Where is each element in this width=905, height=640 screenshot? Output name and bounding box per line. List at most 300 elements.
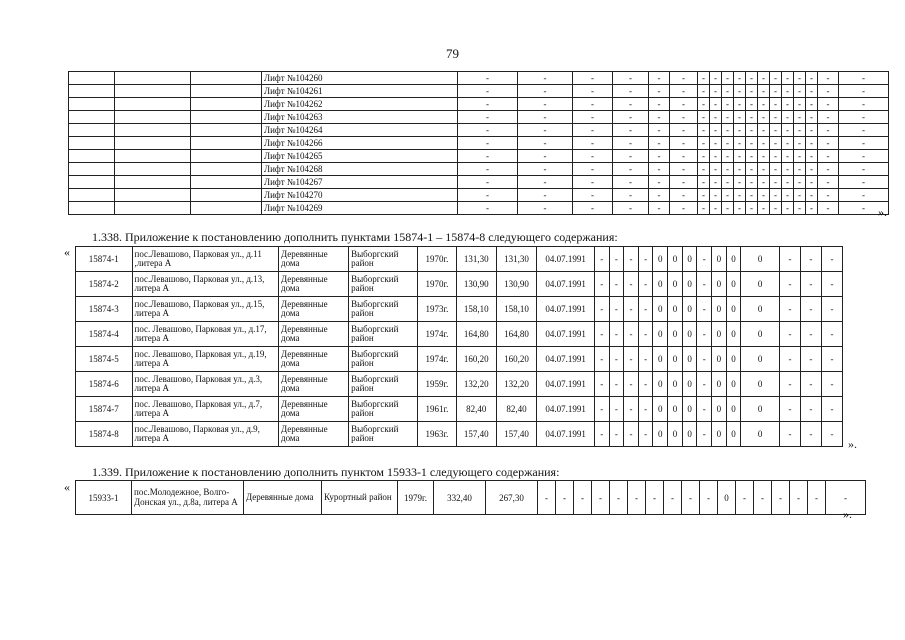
flag-cell: - (609, 372, 624, 397)
flag-cell: - (697, 422, 712, 447)
flag-cell: - (624, 397, 639, 422)
blank-cell (69, 176, 115, 189)
address-cell: пос.Левашово, Парковая ул., д.11 ,литера А (132, 247, 278, 272)
value-cell: - (573, 137, 613, 150)
value-cell: - (710, 137, 722, 150)
table-row (76, 372, 843, 397)
value-cell: - (613, 202, 649, 215)
value-cell: - (518, 72, 573, 85)
value-cell: - (670, 137, 698, 150)
table-row (69, 85, 889, 98)
table-row (69, 150, 889, 163)
value-cell: - (806, 98, 818, 111)
flag-cell: 0 (682, 372, 697, 397)
value-cell: - (698, 124, 710, 137)
value-cell: - (758, 189, 770, 202)
value-cell: - (710, 111, 722, 124)
item-id-cell: 15874-1 (76, 247, 133, 272)
value-cell: - (710, 189, 722, 202)
flag-cell: - (697, 272, 712, 297)
value-cell: - (770, 163, 782, 176)
value-cell: - (746, 85, 758, 98)
table-row (69, 189, 889, 202)
flag-cell: - (821, 347, 842, 372)
value-cell: - (722, 137, 734, 150)
flag-cell: 0 (668, 247, 683, 272)
table-row (76, 322, 843, 347)
value-cell: - (746, 137, 758, 150)
flag-cell: - (594, 397, 609, 422)
date-cell: 04.07.1991 (537, 272, 595, 297)
date-cell: 04.07.1991 (537, 422, 595, 447)
blank-cell (69, 124, 115, 137)
blank-cell (191, 111, 262, 124)
blank-cell (115, 163, 191, 176)
value-cell: - (722, 124, 734, 137)
flag-cell: - (780, 347, 801, 372)
value-cell: - (613, 176, 649, 189)
lift-name-cell: Лифт №104270 (262, 189, 458, 202)
value-cell: - (613, 111, 649, 124)
area-cell: 164,80 (456, 322, 496, 347)
value-cell: - (613, 98, 649, 111)
value-cell: - (782, 98, 794, 111)
table-row (76, 297, 843, 322)
value-cell: - (758, 72, 770, 85)
flag-cell: - (697, 247, 712, 272)
district-cell: Выборгский район (349, 322, 418, 347)
flag-cell: - (609, 297, 624, 322)
value-cell: - (839, 137, 889, 150)
flag-cell: - (682, 481, 700, 515)
value-cell: - (649, 150, 670, 163)
value-cell: - (839, 124, 889, 137)
value-cell: - (734, 176, 746, 189)
quote-close-2: ». (848, 437, 857, 451)
value-cell: - (698, 202, 710, 215)
lift-name-cell: Лифт №104269 (262, 202, 458, 215)
section-339-table (75, 480, 866, 515)
blank-cell (191, 85, 262, 98)
flag-cell: 0 (668, 372, 683, 397)
flag-cell: 0 (726, 372, 741, 397)
flag-cell: - (800, 347, 821, 372)
address-cell: пос. Левашово, Парковая ул., д.7, литера А (132, 397, 278, 422)
flag-cell: - (609, 347, 624, 372)
value-cell: - (734, 85, 746, 98)
value-cell: - (734, 111, 746, 124)
item-id-cell: 15874-5 (76, 347, 133, 372)
value-cell: - (458, 202, 518, 215)
blank-cell (191, 150, 262, 163)
address-cell: пос. Левашово, Парковая ул., д.19, литера А (132, 347, 278, 372)
value-cell: - (746, 202, 758, 215)
flag-cell: 0 (726, 397, 741, 422)
value-cell: - (839, 150, 889, 163)
blank-cell (191, 163, 262, 176)
flag-cell: 0 (653, 247, 668, 272)
value-cell: - (458, 85, 518, 98)
value-cell: - (722, 163, 734, 176)
value-cell: - (758, 150, 770, 163)
flag-cell: - (821, 297, 842, 322)
value-cell: - (573, 163, 613, 176)
blank-cell (191, 202, 262, 215)
date-cell: 04.07.1991 (537, 347, 595, 372)
value-cell: - (613, 124, 649, 137)
value-cell: - (746, 176, 758, 189)
district-cell: Выборгский район (349, 272, 418, 297)
flag-cell: 0 (682, 422, 697, 447)
flag-cell: 0 (718, 481, 736, 515)
flag-cell: - (628, 481, 646, 515)
flag-cell: - (800, 247, 821, 272)
value-cell: - (698, 98, 710, 111)
type-cell: Деревянные дома (278, 397, 348, 422)
area-cell: 164,80 (496, 322, 537, 347)
flag-cell: - (754, 481, 772, 515)
date-cell: 04.07.1991 (537, 397, 595, 422)
value-cell: - (613, 189, 649, 202)
value-cell: - (613, 150, 649, 163)
table-row (76, 272, 843, 297)
value-cell: - (670, 202, 698, 215)
flag-cell: - (700, 481, 718, 515)
area-cell: 160,20 (456, 347, 496, 372)
type-cell: Деревянные дома (278, 372, 348, 397)
type-cell: Деревянные дома (278, 272, 348, 297)
flag-cell: 0 (712, 372, 727, 397)
blank-cell (69, 150, 115, 163)
flag-cell: 0 (668, 347, 683, 372)
blank-cell (69, 111, 115, 124)
flag-cell: - (821, 397, 842, 422)
flag-cell: 0 (712, 272, 727, 297)
flag-cell: - (609, 322, 624, 347)
flag-cell: - (638, 347, 653, 372)
flag-cell: 0 (668, 297, 683, 322)
value-cell: - (458, 189, 518, 202)
value-cell: - (518, 85, 573, 98)
value-cell: - (770, 176, 782, 189)
value-cell: - (518, 176, 573, 189)
blank-cell (115, 176, 191, 189)
value-cell: - (794, 111, 806, 124)
value-cell: - (758, 124, 770, 137)
flag-cell: - (697, 397, 712, 422)
blank-cell (191, 176, 262, 189)
value-cell: - (782, 124, 794, 137)
value-cell: - (806, 124, 818, 137)
flag-cell: 0 (653, 347, 668, 372)
value-cell: - (710, 150, 722, 163)
value-cell: - (806, 189, 818, 202)
flag-cell: 0 (712, 322, 727, 347)
area-cell: 160,20 (496, 347, 537, 372)
value-cell: - (734, 163, 746, 176)
flag-cell: 0 (653, 297, 668, 322)
flag-cell: 0 (726, 422, 741, 447)
value-cell: - (573, 98, 613, 111)
value-cell: - (649, 163, 670, 176)
value-cell: - (710, 176, 722, 189)
value-cell: - (573, 85, 613, 98)
table-row (69, 124, 889, 137)
date-cell: 04.07.1991 (537, 297, 595, 322)
flag-cell: - (638, 297, 653, 322)
value-cell: - (649, 85, 670, 98)
flag-cell: - (556, 481, 574, 515)
value-cell: - (710, 72, 722, 85)
value-cell: - (613, 137, 649, 150)
value-cell: - (734, 124, 746, 137)
quote-open-3: « (64, 480, 70, 494)
value-cell: - (818, 137, 839, 150)
value-cell: - (746, 111, 758, 124)
area-cell: 267,30 (486, 481, 538, 515)
value-cell: - (770, 72, 782, 85)
flag-cell: 0 (712, 297, 727, 322)
value-cell: - (670, 98, 698, 111)
value-cell: - (806, 163, 818, 176)
value-cell: - (782, 111, 794, 124)
flag-cell: 0 (726, 347, 741, 372)
value-cell: - (839, 189, 889, 202)
value-cell: - (518, 189, 573, 202)
value-cell: - (573, 189, 613, 202)
flag-cell: - (624, 297, 639, 322)
blank-cell (69, 189, 115, 202)
district-cell: Курортный район (322, 481, 398, 515)
table-row (76, 247, 843, 272)
flag-cell: - (594, 322, 609, 347)
flag-cell: 0 (726, 322, 741, 347)
area-cell: 130,90 (496, 272, 537, 297)
value-cell: - (782, 163, 794, 176)
flag-cell: - (638, 247, 653, 272)
flag-cell: - (736, 481, 754, 515)
value-cell: - (458, 163, 518, 176)
value-cell: - (710, 124, 722, 137)
flag-cell: 0 (682, 322, 697, 347)
year-cell: 1961г. (418, 397, 457, 422)
value-cell: - (722, 111, 734, 124)
flag-cell: 0 (726, 247, 741, 272)
flag-cell: - (780, 397, 801, 422)
table-row (76, 397, 843, 422)
value-cell: - (839, 176, 889, 189)
value-cell: - (758, 176, 770, 189)
value-cell: - (818, 72, 839, 85)
page-number: 79 (446, 46, 459, 61)
value-cell: - (518, 137, 573, 150)
value-cell: - (794, 150, 806, 163)
value-cell: - (518, 163, 573, 176)
blank-cell (115, 111, 191, 124)
value-cell: - (734, 202, 746, 215)
value-cell: - (806, 176, 818, 189)
value-cell: - (839, 72, 889, 85)
value-cell: - (518, 98, 573, 111)
value-cell: - (670, 111, 698, 124)
value-cell: - (818, 85, 839, 98)
flag-cell: - (800, 297, 821, 322)
table-row (69, 176, 889, 189)
blank-cell (191, 189, 262, 202)
value-cell: - (758, 202, 770, 215)
flag-cell: - (609, 422, 624, 447)
address-cell: пос. Левашово, Парковая ул., д.3, литера А (132, 372, 278, 397)
area-cell: 131,30 (456, 247, 496, 272)
value-cell: - (649, 124, 670, 137)
year-cell: 1970г. (418, 247, 457, 272)
value-cell: - (458, 124, 518, 137)
table-row (69, 202, 889, 215)
flag-cell: - (624, 347, 639, 372)
flag-cell: - (826, 481, 866, 515)
flag-cell: 0 (653, 422, 668, 447)
flag-cell: - (808, 481, 826, 515)
value-cell: - (794, 163, 806, 176)
item-id-cell: 15874-3 (76, 297, 133, 322)
value-cell: - (458, 150, 518, 163)
flag-cell: - (624, 372, 639, 397)
flag-cell: 0 (741, 397, 780, 422)
value-cell: - (698, 150, 710, 163)
value-cell: - (698, 72, 710, 85)
value-cell: - (710, 85, 722, 98)
value-cell: - (794, 176, 806, 189)
quote-close-1: ». (878, 205, 887, 219)
lift-name-cell: Лифт №104260 (262, 72, 458, 85)
item-id-cell: 15874-8 (76, 422, 133, 447)
value-cell: - (670, 150, 698, 163)
flag-cell: 0 (653, 397, 668, 422)
item-id-cell: 15874-4 (76, 322, 133, 347)
value-cell: - (698, 137, 710, 150)
district-cell: Выборгский район (349, 247, 418, 272)
flag-cell: 0 (682, 347, 697, 372)
flag-cell: 0 (653, 322, 668, 347)
value-cell: - (782, 137, 794, 150)
flag-cell: - (780, 372, 801, 397)
table-row (69, 137, 889, 150)
value-cell: - (770, 111, 782, 124)
flag-cell: 0 (741, 272, 780, 297)
value-cell: - (670, 85, 698, 98)
flag-cell: - (772, 481, 790, 515)
value-cell: - (794, 98, 806, 111)
lift-name-cell: Лифт №104263 (262, 111, 458, 124)
blank-cell (115, 189, 191, 202)
flag-cell: - (780, 272, 801, 297)
value-cell: - (818, 111, 839, 124)
lift-name-cell: Лифт №104264 (262, 124, 458, 137)
table-row (69, 163, 889, 176)
item-id-cell: 15874-6 (76, 372, 133, 397)
value-cell: - (458, 137, 518, 150)
area-cell: 158,10 (456, 297, 496, 322)
flag-cell: - (594, 247, 609, 272)
flag-cell: 0 (682, 397, 697, 422)
value-cell: - (758, 137, 770, 150)
value-cell: - (722, 98, 734, 111)
blank-cell (69, 98, 115, 111)
flag-cell: - (594, 347, 609, 372)
flag-cell: - (780, 297, 801, 322)
year-cell: 1974г. (418, 347, 457, 372)
flag-cell: 0 (668, 272, 683, 297)
type-cell: Деревянные дома (244, 481, 322, 515)
flag-cell: 0 (653, 372, 668, 397)
flag-cell: - (594, 297, 609, 322)
address-cell: пос.Левашово, Парковая ул., д.15, литера А (132, 297, 278, 322)
district-cell: Выборгский район (349, 297, 418, 322)
value-cell: - (458, 98, 518, 111)
value-cell: - (746, 124, 758, 137)
flag-cell: 0 (741, 422, 780, 447)
flag-cell: - (594, 422, 609, 447)
value-cell: - (518, 124, 573, 137)
value-cell: - (458, 176, 518, 189)
quote-open-2: « (64, 245, 70, 259)
table-row (76, 422, 843, 447)
value-cell: - (670, 124, 698, 137)
value-cell: - (839, 202, 889, 215)
type-cell: Деревянные дома (278, 347, 348, 372)
value-cell: - (758, 98, 770, 111)
value-cell: - (710, 163, 722, 176)
value-cell: - (734, 98, 746, 111)
flag-cell: 0 (712, 422, 727, 447)
value-cell: - (734, 137, 746, 150)
flag-cell: - (638, 397, 653, 422)
district-cell: Выборгский район (349, 372, 418, 397)
value-cell: - (518, 150, 573, 163)
item-id-cell: 15933-1 (76, 481, 132, 515)
value-cell: - (698, 176, 710, 189)
value-cell: - (746, 189, 758, 202)
flag-cell: - (790, 481, 808, 515)
value-cell: - (518, 202, 573, 215)
value-cell: - (818, 189, 839, 202)
lift-table (68, 71, 889, 215)
lift-name-cell: Лифт №104262 (262, 98, 458, 111)
flag-cell: - (592, 481, 610, 515)
flag-cell: 0 (726, 297, 741, 322)
value-cell: - (758, 111, 770, 124)
blank-cell (115, 202, 191, 215)
flag-cell: - (800, 322, 821, 347)
flag-cell: - (697, 347, 712, 372)
value-cell: - (818, 163, 839, 176)
blank-cell (191, 137, 262, 150)
value-cell: - (649, 98, 670, 111)
flag-cell: 0 (741, 297, 780, 322)
value-cell: - (782, 72, 794, 85)
quote-close-3: ». (843, 507, 852, 521)
blank-cell (191, 98, 262, 111)
value-cell: - (573, 150, 613, 163)
flag-cell: - (609, 397, 624, 422)
flag-cell: - (697, 372, 712, 397)
value-cell: - (839, 163, 889, 176)
value-cell: - (458, 72, 518, 85)
blank-cell (115, 137, 191, 150)
value-cell: - (782, 150, 794, 163)
flag-cell: - (697, 322, 712, 347)
value-cell: - (722, 202, 734, 215)
